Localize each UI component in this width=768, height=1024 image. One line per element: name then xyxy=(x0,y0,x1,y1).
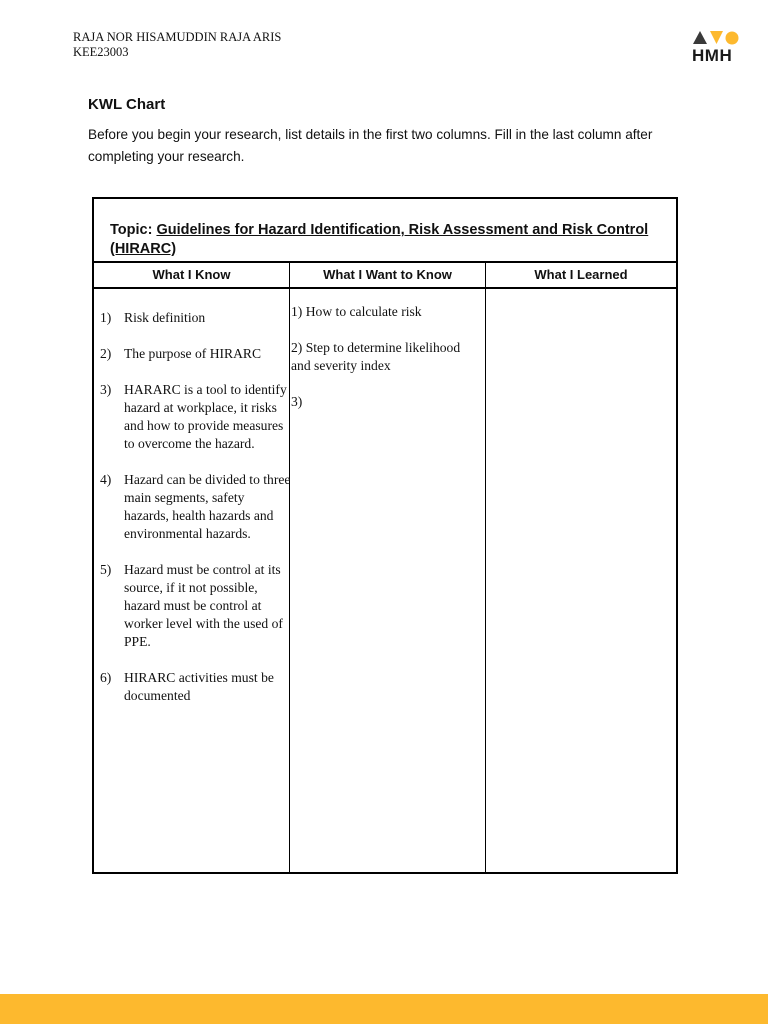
page-title: KWL Chart xyxy=(88,96,166,113)
want-list xyxy=(291,303,483,411)
list-item: 1) Risk definition xyxy=(100,310,206,325)
know-list xyxy=(94,309,289,705)
list-item: 2) The purpose of HIRARC xyxy=(100,346,262,361)
topic-title: Guidelines for Hazard Identification, Risk Assessment and Risk Control (HIRARC) xyxy=(110,222,649,257)
footer-bar xyxy=(0,994,768,1024)
logo-shapes-icon xyxy=(692,30,740,46)
list-item: 5) Hazard must be control at its source, if it not possible, hazard must be control at worker level with the used of PPE. xyxy=(100,562,283,649)
column-header-learned: What I Learned xyxy=(534,267,628,282)
header-divider-2 xyxy=(485,263,486,287)
list-item: 3) HARARC is a tool to identify hazard at workplace, it risks and how to provide measures to overcome the hazard. xyxy=(100,382,287,451)
list-item: 2) Step to determine likelihood and severity index xyxy=(291,340,461,373)
topic-line xyxy=(110,221,650,258)
column-header-row xyxy=(92,261,678,289)
know-column xyxy=(94,309,289,705)
column-divider-2 xyxy=(485,289,486,874)
list-item: 4) Hazard can be divided to three main segments, safety hazards, health hazards and environmental hazards. xyxy=(100,472,291,541)
list-item: 3) xyxy=(291,394,303,409)
logo-text: HMH xyxy=(692,46,733,65)
author-id: KEE23003 xyxy=(73,44,129,59)
instructions: Before you begin your research, list details in the first two columns. Fill in the last column after completing your research. xyxy=(88,127,653,164)
column-header-want: What I Want to Know xyxy=(323,267,452,282)
author-block xyxy=(73,30,281,59)
author-name: RAJA NOR HISAMUDDIN RAJA ARIS xyxy=(73,30,282,44)
list-item: 1) How to calculate risk xyxy=(291,304,422,319)
topic-prefix: Topic: xyxy=(110,222,157,238)
hmh-logo xyxy=(692,30,740,66)
kwl-chart xyxy=(92,197,678,874)
column-header-know: What I Know xyxy=(152,267,231,282)
list-item: 6) HIRARC activities must be documented xyxy=(100,670,274,703)
want-column xyxy=(291,303,483,411)
header-divider-1 xyxy=(289,263,290,287)
